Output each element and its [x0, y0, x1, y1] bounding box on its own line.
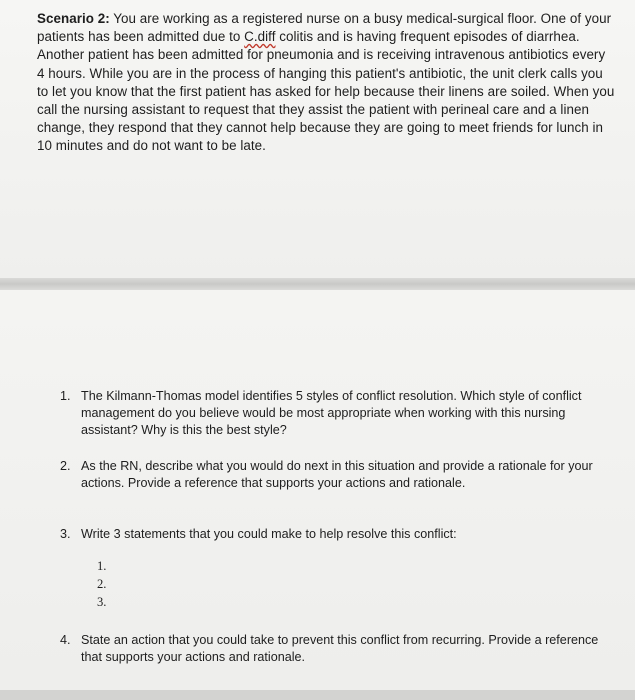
page-bottom-edge	[0, 690, 635, 700]
statement-item-3: 3.	[97, 594, 107, 609]
scenario-label: Scenario 2:	[37, 11, 110, 26]
question-1-number: 1.	[60, 389, 71, 403]
cdiff-term: C.diff	[244, 29, 276, 45]
question-2-text: As the RN, describe what you would do next in this situation and provide a rationale for your actions. Provide a reference that supports your actions and rationale.	[81, 459, 593, 490]
question-4-number: 4.	[60, 633, 71, 647]
section-divider	[0, 278, 635, 290]
question-3	[60, 526, 608, 543]
question-3-text: Write 3 statements that you could make to help resolve this conflict:	[81, 527, 457, 541]
scenario-text-part-2: colitis and is having frequent episodes of diarrhea. Another patient has been admitted for pneumonia and is receiving intravenous antibiotics every 4 hours. While you are in the process of hanging this patient's antibiotic, the unit clerk calls you to let you know that the first patient has asked for help because their linens are soiled. When you call the nursing assistant to request that they assist the patient with perineal care and a linen change, they respond that they cannot help because they are going to meet friends for lunch in 10 minutes and do not want to be late.	[37, 29, 615, 154]
statement-item-1: 1.	[97, 559, 107, 573]
question-2	[60, 458, 608, 492]
question-3-number: 3.	[60, 527, 71, 541]
question-4	[60, 632, 608, 666]
scenario-text-part-1: You are working as a registered nurse on a busy medical-surgical floor. One of your patients has been admitted due to	[37, 11, 612, 45]
statement-list	[97, 558, 106, 611]
question-1-text: The Kilmann-Thomas model identifies 5 styles of conflict resolution. Which style of conflict management do you believe would be most appropriate when working with this nursing assistant? Why is this the best style?	[81, 389, 582, 437]
question-1	[60, 388, 608, 439]
question-2-number: 2.	[60, 459, 71, 473]
question-4-text: State an action that you could take to prevent this conflict from recurring. Provide a reference that supports your actions and rationale.	[81, 633, 599, 664]
scenario-paragraph	[37, 10, 615, 156]
statement-item-2: 2.	[97, 576, 107, 591]
